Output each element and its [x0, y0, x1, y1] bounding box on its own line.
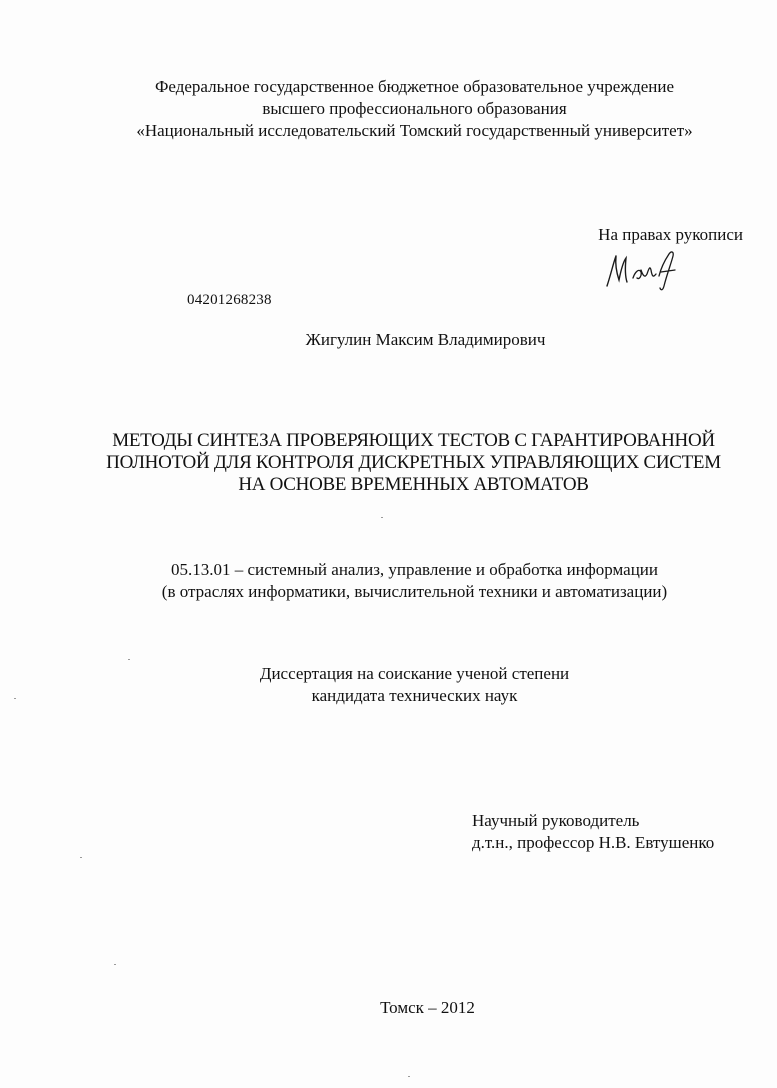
degree-line: кандидата технических наук	[311, 686, 518, 705]
specialty-line: (в отраслях информатики, вычислительной техники и автоматизации)	[161, 582, 668, 601]
specialty-line: 05.13.01 – системный анализ, управление и обработка информации	[170, 560, 658, 579]
scan-speck	[408, 1076, 410, 1077]
specialty-code	[0, 559, 777, 603]
institution-header	[0, 76, 777, 142]
manuscript-note: На правах рукописи	[598, 225, 743, 244]
supervisor-role: Научный руководитель	[472, 811, 640, 830]
degree-line: Диссертация на соискание ученой степени	[259, 664, 570, 683]
place-and-year-text: Томск – 2012	[380, 998, 475, 1017]
institution-line: Федеральное государственное бюджетное образовательное учреждение	[154, 77, 675, 96]
author-name	[0, 329, 777, 351]
thesis-title-line: НА ОСНОВЕ ВРЕМЕННЫХ АВТОМАТОВ	[238, 474, 589, 495]
institution-line: «Национальный исследовательский Томский государственный университет»	[136, 121, 693, 140]
supervisor-name: д.т.н., профессор Н.В. Евтушенко	[472, 833, 715, 852]
place-and-year	[0, 997, 777, 1019]
handwritten-signature-icon	[603, 248, 681, 292]
institution-line: высшего профессионального образования	[262, 99, 567, 118]
author-name-text: Жигулин Максим Владимирович	[305, 330, 546, 349]
scan-speck	[114, 964, 116, 965]
thesis-title-line: ПОЛНОТОЙ ДЛЯ КОНТРОЛЯ ДИСКРЕТНЫХ УПРАВЛЯЮЩИХ СИСТЕМ	[106, 452, 721, 473]
thesis-title-line: МЕТОДЫ СИНТЕЗА ПРОВЕРЯЮЩИХ ТЕСТОВ С ГАРАНТИРОВАННОЙ	[112, 430, 715, 451]
scan-speck	[381, 517, 383, 518]
scan-speck	[128, 659, 130, 660]
supervisor-block	[472, 810, 714, 854]
degree-statement	[0, 663, 777, 707]
scan-speck	[14, 698, 16, 699]
scan-speck	[80, 857, 82, 858]
thesis-title	[0, 430, 777, 496]
registry-number: 04201268238	[187, 292, 272, 308]
